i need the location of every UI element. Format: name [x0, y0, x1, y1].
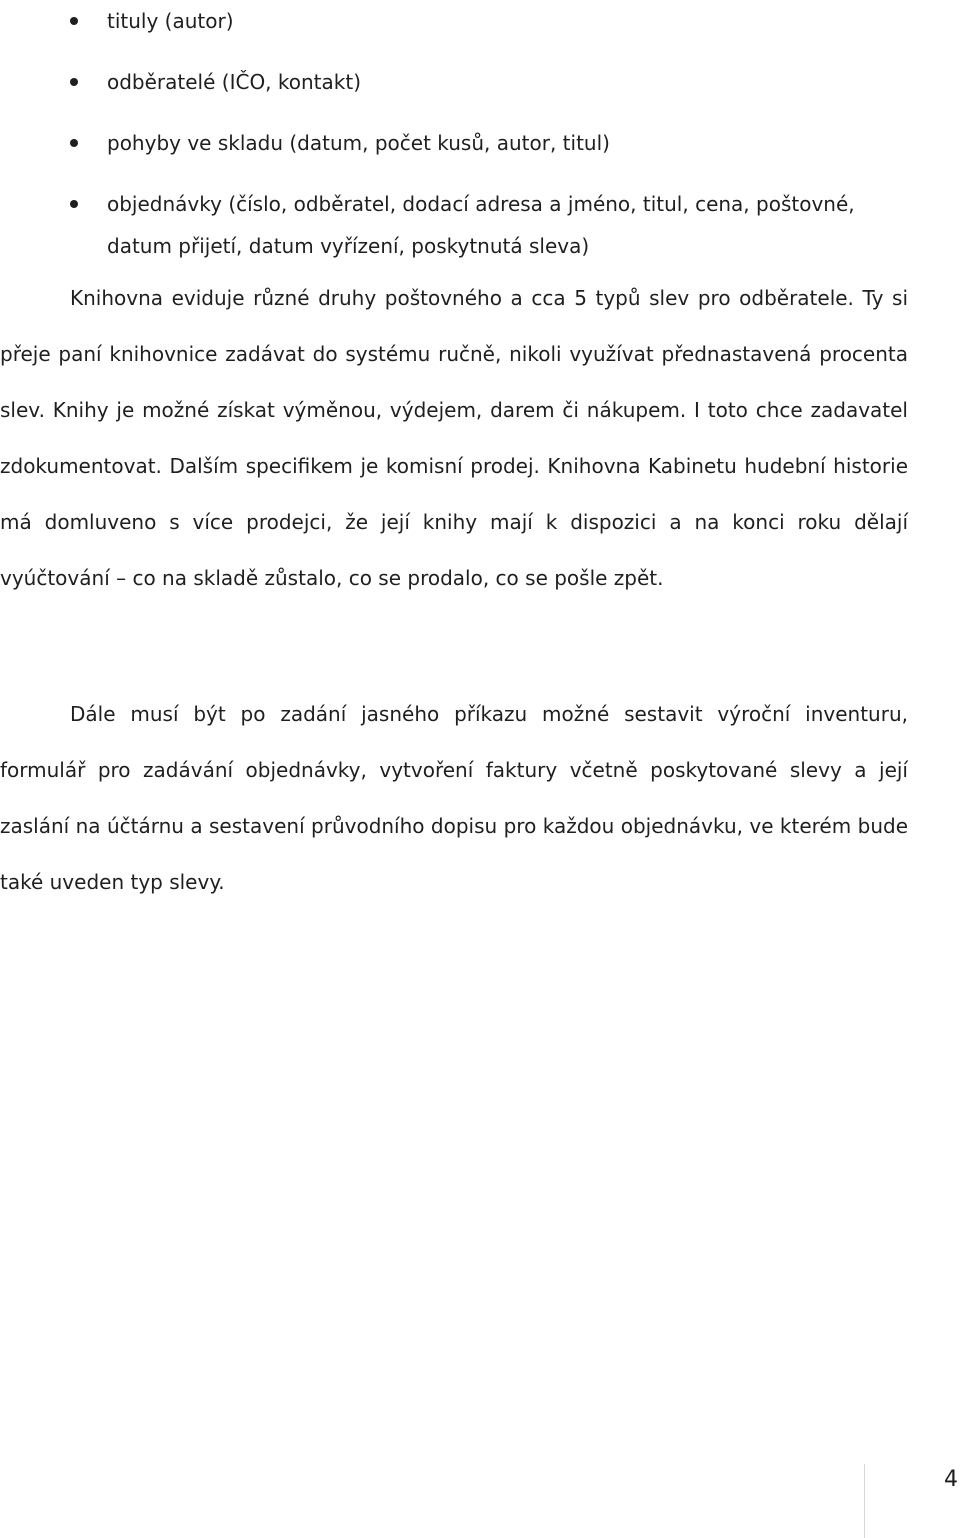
bullet-icon [70, 17, 78, 25]
body-paragraph: Dále musí být po zadání jasného příkazu možné sestavit výroční inventuru, formulář pro zadávání objednávky, vytvoření faktury včetně poskytované slevy a její zaslání na účtárnu a sestavení průvodního dopisu pro každou objednávku, ve kterém bude také uveden typ slevy. [0, 702, 908, 894]
list-item [0, 122, 920, 164]
list-item-text: odběratelé (IČO, kontakt) [107, 70, 362, 94]
list-item-text: tituly (autor) [107, 9, 234, 33]
list-item [0, 0, 920, 42]
bullet-icon [70, 78, 78, 86]
bullet-icon [70, 200, 78, 208]
bullet-icon [70, 139, 78, 147]
list-item [0, 61, 920, 103]
list-item-text: objednávky (číslo, odběratel, dodací adresa a jméno, titul, cena, poštovné, datum přijetí, datum vyřízení, poskytnutá sleva) [107, 192, 855, 258]
list-item [0, 183, 920, 267]
body-paragraph: Knihovna eviduje různé druhy poštovného a cca 5 typů slev pro odběratele. Ty si přeje paní knihovnice zadávat do systému ručně, nikoli využívat přednastavená procenta slev. Knihy je možné získat výměnou, výdejem, darem či nákupem. I toto chce zadavatel zdokumentovat. Dalším specifikem je komisní prodej. Knihovna Kabinetu hudební historie má domluveno s více prodejci, že její knihy mají k dispozici a na konci roku dělají vyúčtování – co na skladě zůstalo, co se prodalo, co se pošle zpět. [0, 286, 908, 590]
requirements-list [0, 0, 920, 286]
page-number: 4 [944, 1467, 958, 1492]
footer-divider [864, 1464, 865, 1538]
list-item-text: pohyby ve skladu (datum, počet kusů, autor, titul) [107, 131, 610, 155]
